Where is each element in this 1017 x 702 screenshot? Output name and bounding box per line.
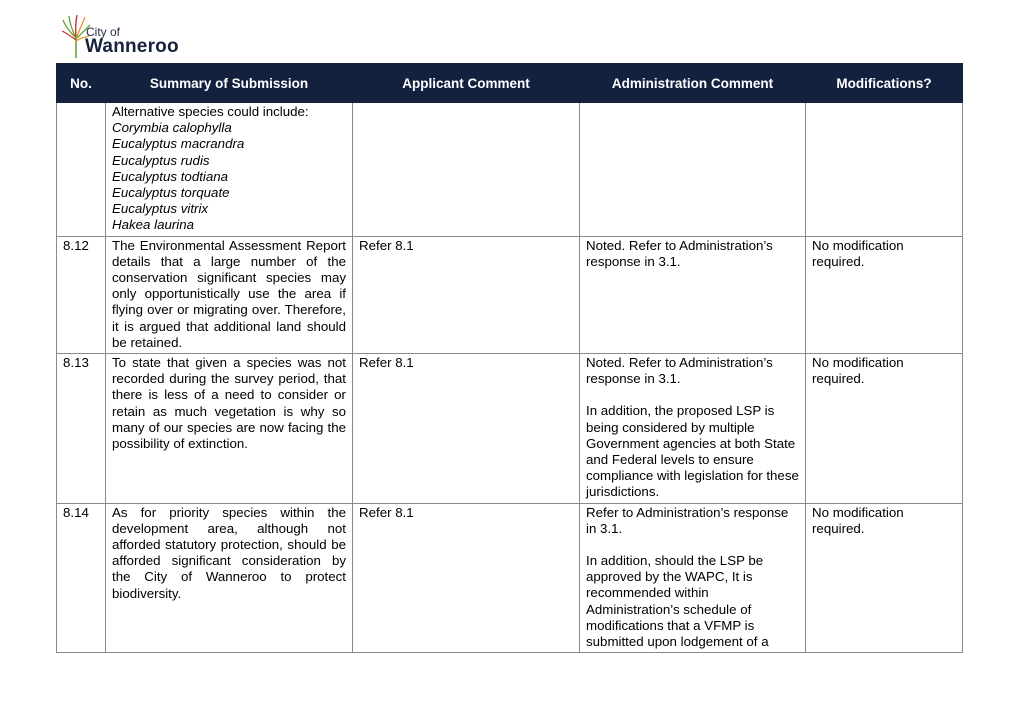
administration-paragraph: Noted. Refer to Administration’s response in 3.1. bbox=[586, 355, 773, 387]
species-item: Corymbia calophylla bbox=[112, 120, 232, 136]
cell-applicant: Refer 8.1 bbox=[353, 354, 580, 504]
cell-modifications: No modification required. bbox=[806, 503, 963, 653]
table-row-continuation bbox=[57, 103, 963, 237]
column-header-modifications: Modifications? bbox=[806, 64, 963, 103]
table-row bbox=[57, 503, 963, 653]
species-item: Eucalyptus vitrix bbox=[112, 201, 209, 217]
administration-paragraph: Refer to Administration’s response in 3.1. bbox=[586, 504, 789, 536]
column-header-applicant: Applicant Comment bbox=[353, 64, 580, 103]
cell-administration bbox=[580, 354, 806, 504]
paragraph-gap bbox=[586, 537, 799, 553]
cell-modifications: No modification required. bbox=[806, 236, 963, 353]
species-item: Eucalyptus todtiana bbox=[112, 168, 229, 184]
cell-no bbox=[57, 103, 106, 237]
cell-administration bbox=[580, 503, 806, 653]
species-intro-text: Alternative species could include: bbox=[112, 104, 309, 119]
table-header bbox=[57, 64, 963, 103]
city-of-wanneroo-logo bbox=[62, 14, 192, 60]
column-header-summary: Summary of Submission bbox=[106, 64, 353, 103]
table-row bbox=[57, 354, 963, 504]
species-item: Eucalyptus macrandra bbox=[112, 136, 245, 152]
cell-applicant bbox=[353, 103, 580, 237]
logo-name-text: Wanneroo bbox=[85, 36, 179, 57]
cell-no: 8.14 bbox=[57, 503, 106, 653]
administration-paragraph: Noted. Refer to Administration’s response in 3.1. bbox=[586, 237, 773, 269]
cell-administration bbox=[580, 103, 806, 237]
column-header-no: No. bbox=[57, 64, 106, 103]
species-item: Hakea laurina bbox=[112, 217, 195, 233]
cell-modifications bbox=[806, 103, 963, 237]
cell-summary: As for priority species within the development area, although not afforded statutory protection, should be afforded significant consideration by the City of Wanneroo to protect biodiversity. bbox=[106, 503, 353, 653]
column-header-administration: Administration Comment bbox=[580, 64, 806, 103]
cell-modifications: No modification required. bbox=[806, 354, 963, 504]
cell-applicant: Refer 8.1 bbox=[353, 503, 580, 653]
submissions-table bbox=[56, 63, 963, 653]
logo-city-text: City of bbox=[86, 25, 121, 39]
cell-summary bbox=[106, 103, 353, 237]
paragraph-gap bbox=[586, 387, 799, 403]
cell-no: 8.12 bbox=[57, 236, 106, 353]
species-item: Eucalyptus torquate bbox=[112, 185, 230, 201]
cell-summary: The Environmental Assessment Report details that a large number of the conservation significant species may only opportunistically use the area if flying over or migrating over. Therefore, it is argued that additional land should be retained. bbox=[106, 236, 353, 353]
administration-paragraph: In addition, the proposed LSP is being considered by multiple Government agencies at both State and Federal levels to ensure compliance with legislation for these jurisdictions. bbox=[586, 403, 799, 500]
administration-paragraph: In addition, should the LSP be approved by the WAPC, It is recommended within Administration’s schedule of modifications that a VFMP is submitted upon lodgement of a bbox=[586, 553, 769, 650]
table-row bbox=[57, 236, 963, 353]
species-item: Eucalyptus rudis bbox=[112, 152, 210, 168]
cell-administration bbox=[580, 236, 806, 353]
cell-summary: To state that given a species was not recorded during the survey period, that there is less of a need to consider or retain as much vegetation is why so many of our species are now facing the possibility of extinction. bbox=[106, 354, 353, 504]
cell-applicant: Refer 8.1 bbox=[353, 236, 580, 353]
cell-no: 8.13 bbox=[57, 354, 106, 504]
